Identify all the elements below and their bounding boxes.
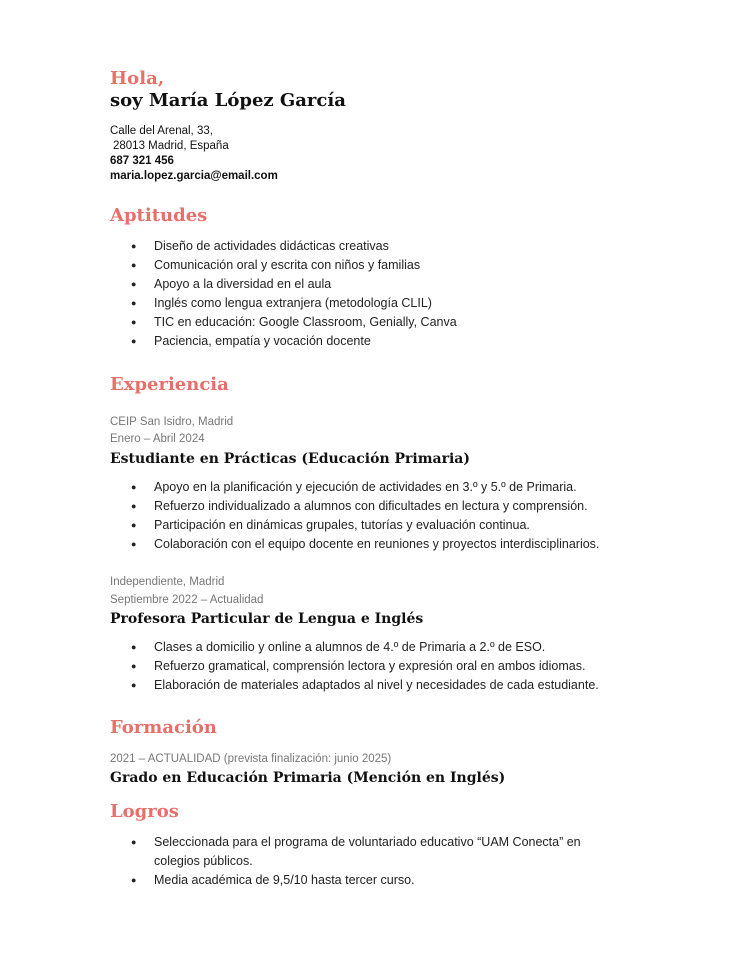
skills-list (110, 237, 630, 351)
achievements-list (110, 833, 620, 890)
achievements-title: Logros (110, 801, 179, 822)
list-item: ● Refuerzo individualizado a alumnos con dificultades en lectura y comprensión. (110, 497, 670, 516)
education-degree: Grado en Educación Primaria (Mención en Inglés) (110, 770, 506, 786)
list-item: ● Diseño de actividades didácticas creativas (110, 237, 630, 256)
job-place: CEIP San Isidro, Madrid (110, 416, 234, 428)
education-title: Formación (110, 717, 217, 738)
skills-title: Aptitudes (110, 205, 208, 226)
education-dates: 2021 – ACTUALIDAD (prevista finalización: junio 2025) (110, 753, 392, 765)
address-line-2: 28013 Madrid, España (113, 140, 229, 152)
email: maria.lopez.garcia@email.com (110, 170, 278, 182)
list-item: ● Clases a domicilio y online a alumnos de 4.º de Primaria a 2.º de ESO. (110, 638, 670, 657)
job-place: Independiente, Madrid (110, 576, 225, 588)
job-dates: Enero – Abril 2024 (110, 433, 205, 445)
list-item: ● Apoyo en la planificación y ejecución de actividades en 3.º y 5.º de Primaria. (110, 478, 670, 497)
list-item: ● Colaboración con el equipo docente en reuniones y proyectos interdisciplinarios. (110, 535, 670, 554)
list-item: ● Media académica de 9,5/10 hasta tercer curso. (110, 871, 620, 890)
address-line-1: Calle del Arenal, 33, (110, 125, 213, 137)
phone: 687 321 456 (110, 155, 174, 167)
list-item: ● TIC en educación: Google Classroom, Genially, Canva (110, 313, 630, 332)
job-dates: Septiembre 2022 – Actualidad (110, 594, 264, 606)
list-item: ● Elaboración de materiales adaptados al nivel y necesidades de cada estudiante. (110, 676, 670, 695)
list-item: ● Inglés como lengua extranjera (metodología CLIL) (110, 294, 630, 313)
experience-title: Experiencia (110, 374, 229, 395)
greeting: Hola, (110, 68, 165, 89)
job-role: Profesora Particular de Lengua e Inglés (110, 611, 424, 627)
list-item: ● Seleccionada para el programa de voluntariado educativo “UAM Conecta” en colegios públicos. (110, 833, 620, 871)
job-duties-list (110, 478, 670, 554)
list-item: ● Refuerzo gramatical, comprensión lectora y expresión oral en ambos idiomas. (110, 657, 670, 676)
list-item: ● Comunicación oral y escrita con niños y familias (110, 256, 630, 275)
list-item: ● Participación en dinámicas grupales, tutorías y evaluación continua. (110, 516, 670, 535)
candidate-name: soy María López García (110, 90, 346, 111)
contact-block (110, 124, 278, 184)
job-role: Estudiante en Prácticas (Educación Primaria) (110, 451, 470, 467)
list-item: ● Paciencia, empatía y vocación docente (110, 332, 630, 351)
list-item: ● Apoyo a la diversidad en el aula (110, 275, 630, 294)
job-duties-list (110, 638, 670, 695)
